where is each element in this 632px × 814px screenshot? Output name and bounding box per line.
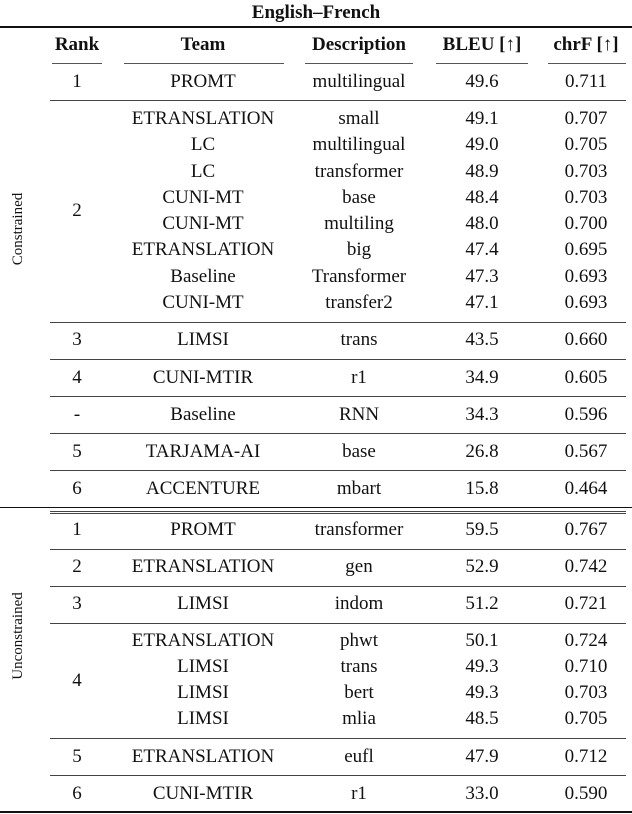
col-header-team: Team <box>180 34 226 55</box>
table-row <box>0 185 632 211</box>
description-cell: r1 <box>351 367 367 388</box>
rank-cell: 6 <box>72 478 82 499</box>
description-cell: multilingual <box>312 134 406 155</box>
description-cell: gen <box>345 556 373 577</box>
table-row <box>0 628 632 654</box>
team-cell: CUNI-MT <box>162 187 244 208</box>
description-cell: mlia <box>342 708 376 729</box>
team-cell: CUNI-MT <box>162 292 244 313</box>
table-row <box>0 211 632 237</box>
table-row <box>0 159 632 185</box>
group-divider <box>50 396 626 397</box>
team-cell: LIMSI <box>177 682 229 703</box>
team-cell: CUNI-MTIR <box>152 367 254 388</box>
bleu-cell: 49.0 <box>465 134 499 155</box>
team-cell: TARJAMA-AI <box>145 441 261 462</box>
rank-cell: 2 <box>72 556 82 577</box>
description-cell: multilingual <box>312 71 406 92</box>
group-divider <box>50 549 626 550</box>
table-row <box>0 264 632 290</box>
header-underline-chrf <box>548 63 626 64</box>
team-cell: ETRANSLATION <box>131 556 275 577</box>
table-row <box>0 402 632 428</box>
table-row <box>0 476 632 502</box>
chrf-cell: 0.767 <box>564 519 608 540</box>
col-header-chrf: chrF [↑] <box>553 34 619 55</box>
description-cell: eufl <box>344 746 374 767</box>
team-cell: PROMT <box>170 71 236 92</box>
top-rule <box>0 26 632 28</box>
chrf-cell: 0.695 <box>564 239 608 260</box>
rank-cell: 3 <box>72 593 82 614</box>
group-divider <box>50 738 626 739</box>
description-cell: small <box>338 108 380 129</box>
team-cell: LC <box>190 134 216 155</box>
team-cell: ETRANSLATION <box>131 108 275 129</box>
table-row <box>0 706 632 732</box>
description-cell: trans <box>340 329 378 350</box>
rank-cell: 1 <box>72 71 82 92</box>
description-cell: r1 <box>351 783 367 804</box>
chrf-cell: 0.605 <box>564 367 608 388</box>
chrf-cell: 0.711 <box>564 71 608 92</box>
table-title: English–French <box>251 2 381 23</box>
group-divider <box>50 359 626 360</box>
col-header-bleu: BLEU [↑] <box>442 34 522 55</box>
rank-cell: 1 <box>72 519 82 540</box>
description-cell: base <box>342 441 376 462</box>
chrf-cell: 0.660 <box>564 329 608 350</box>
group-divider <box>50 775 626 776</box>
table-row <box>0 654 632 680</box>
bleu-cell: 33.0 <box>465 783 499 804</box>
description-cell: bert <box>344 682 374 703</box>
rank-cell: 2 <box>72 200 82 221</box>
team-cell: LIMSI <box>177 656 229 677</box>
chrf-cell: 0.703 <box>564 161 608 182</box>
bleu-cell: 49.1 <box>465 108 499 129</box>
table-row <box>0 106 632 132</box>
rank-cell: 5 <box>72 441 82 462</box>
bleu-cell: 52.9 <box>465 556 499 577</box>
rank-cell: 3 <box>72 329 82 350</box>
rank-cell: 4 <box>72 367 82 388</box>
chrf-cell: 0.710 <box>564 656 608 677</box>
bleu-cell: 43.5 <box>465 329 499 350</box>
bleu-cell: 47.9 <box>465 746 499 767</box>
description-cell: transfer2 <box>325 292 393 313</box>
chrf-cell: 0.590 <box>564 783 608 804</box>
header-underline-team <box>124 63 284 64</box>
description-cell: indom <box>334 593 384 614</box>
chrf-cell: 0.724 <box>564 630 608 651</box>
rank-cell: - <box>73 404 81 425</box>
table-row <box>0 744 632 770</box>
table-row <box>0 517 632 543</box>
bleu-cell: 51.2 <box>465 593 499 614</box>
description-cell: multiling <box>324 213 394 234</box>
team-cell: Baseline <box>170 266 236 287</box>
table-row <box>0 591 632 617</box>
bleu-cell: 49.6 <box>465 71 499 92</box>
chrf-cell: 0.742 <box>564 556 608 577</box>
team-cell: LIMSI <box>177 329 229 350</box>
chrf-cell: 0.693 <box>564 266 608 287</box>
team-cell: CUNI-MTIR <box>152 783 254 804</box>
bleu-cell: 49.3 <box>465 682 499 703</box>
bleu-cell: 34.3 <box>465 404 499 425</box>
table-row <box>0 439 632 465</box>
table-row <box>0 132 632 158</box>
bleu-cell: 50.1 <box>465 630 499 651</box>
team-cell: CUNI-MT <box>162 213 244 234</box>
header-underline-rank <box>52 63 102 64</box>
chrf-cell: 0.464 <box>564 478 608 499</box>
col-header-rank: Rank <box>54 34 100 55</box>
group-divider <box>50 470 626 471</box>
chrf-cell: 0.707 <box>564 108 608 129</box>
bleu-cell: 48.5 <box>465 708 499 729</box>
team-cell: Baseline <box>170 404 236 425</box>
description-cell: Transformer <box>311 266 407 287</box>
group-divider <box>50 100 626 101</box>
table-row <box>0 554 632 580</box>
description-cell: big <box>346 239 372 260</box>
chrf-cell: 0.596 <box>564 404 608 425</box>
chrf-cell: 0.721 <box>564 593 608 614</box>
table-row <box>0 327 632 353</box>
section-divider <box>0 507 632 508</box>
bottom-rule <box>0 811 632 813</box>
chrf-cell: 0.693 <box>564 292 608 313</box>
group-divider <box>50 586 626 587</box>
section-divider-double <box>50 513 626 514</box>
header-row <box>0 32 632 58</box>
chrf-cell: 0.712 <box>564 746 608 767</box>
bleu-cell: 26.8 <box>465 441 499 462</box>
section-label-unconstrained: Unconstrained <box>10 592 26 680</box>
section-label-constrained: Constrained <box>10 192 26 266</box>
chrf-cell: 0.703 <box>564 682 608 703</box>
description-cell: RNN <box>338 404 380 425</box>
group-divider <box>50 322 626 323</box>
chrf-cell: 0.703 <box>564 187 608 208</box>
description-cell: base <box>342 187 376 208</box>
bleu-cell: 59.5 <box>465 519 499 540</box>
description-cell: mbart <box>336 478 382 499</box>
bleu-cell: 47.1 <box>465 292 499 313</box>
table-row <box>0 290 632 316</box>
bleu-cell: 15.8 <box>465 478 499 499</box>
chrf-cell: 0.705 <box>564 134 608 155</box>
team-cell: PROMT <box>170 519 236 540</box>
description-cell: transformer <box>314 161 404 182</box>
team-cell: LC <box>190 161 216 182</box>
bleu-cell: 47.4 <box>465 239 499 260</box>
team-cell: LIMSI <box>177 708 229 729</box>
chrf-cell: 0.705 <box>564 708 608 729</box>
team-cell: ETRANSLATION <box>131 746 275 767</box>
table-row <box>0 365 632 391</box>
group-divider <box>50 433 626 434</box>
bleu-cell: 34.9 <box>465 367 499 388</box>
section-divider-double <box>50 511 626 512</box>
bleu-cell: 49.3 <box>465 656 499 677</box>
bleu-cell: 48.4 <box>465 187 499 208</box>
team-cell: ETRANSLATION <box>131 239 275 260</box>
rank-cell: 6 <box>72 783 82 804</box>
table-row <box>0 237 632 263</box>
group-divider <box>50 623 626 624</box>
rank-cell: 5 <box>72 746 82 767</box>
team-cell: LIMSI <box>177 593 229 614</box>
rank-cell: 4 <box>72 670 82 691</box>
description-cell: transformer <box>314 519 404 540</box>
col-header-description: Description <box>312 34 406 55</box>
team-cell: ETRANSLATION <box>131 630 275 651</box>
bleu-cell: 47.3 <box>465 266 499 287</box>
chrf-cell: 0.567 <box>564 441 608 462</box>
description-cell: phwt <box>340 630 378 651</box>
table-row <box>0 69 632 95</box>
table-row <box>0 680 632 706</box>
table-row <box>0 781 632 807</box>
bleu-cell: 48.0 <box>465 213 499 234</box>
bleu-cell: 48.9 <box>465 161 499 182</box>
chrf-cell: 0.700 <box>564 213 608 234</box>
header-underline-description <box>305 63 413 64</box>
description-cell: trans <box>340 656 378 677</box>
team-cell: ACCENTURE <box>146 478 260 499</box>
header-underline-bleu <box>436 63 528 64</box>
